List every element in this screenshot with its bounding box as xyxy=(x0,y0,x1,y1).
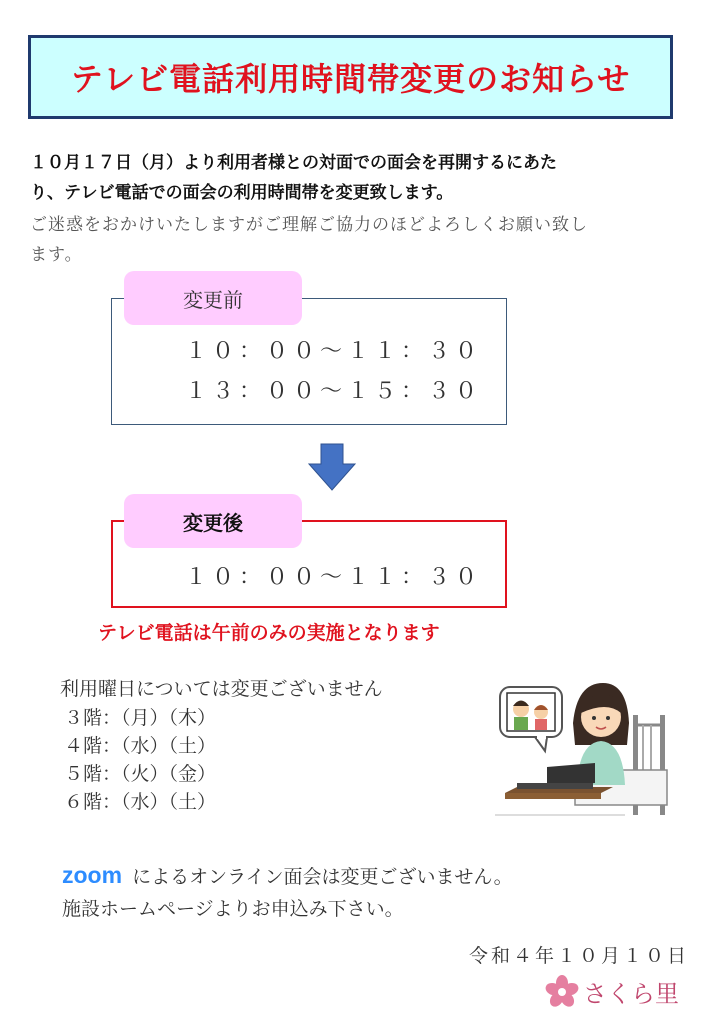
zoom-notice xyxy=(62,862,513,889)
morning-only-note: テレビ電話は午前のみの実施となります xyxy=(98,622,440,644)
intro-apology-paragraph xyxy=(30,210,680,270)
days-title: 利用曜日については変更ございません xyxy=(60,678,383,700)
after-label: 変更後 xyxy=(124,494,302,548)
list-item: ５階：（火）（金） xyxy=(64,763,217,785)
after-time-1: １０：００〜１１：３０ xyxy=(185,565,483,590)
title-banner xyxy=(28,35,673,119)
before-time-2: １３：００〜１５：３０ xyxy=(185,379,483,404)
before-time-1: １０：００〜１１：３０ xyxy=(185,339,483,364)
page-title: テレビ電話利用時間帯変更のお知らせ xyxy=(70,60,631,98)
intro-bold-line-1: １０月１７日（月）より利用者様との対面での面会を再開するにあた xyxy=(30,153,557,173)
zoom-notice-text: によるオンライン面会は変更ございません。 xyxy=(132,866,513,888)
facility-logo-text: さくら里 xyxy=(583,980,679,1008)
issue-date: 令和４年１０月１０日 xyxy=(468,945,689,967)
list-item: ４階：（水）（土） xyxy=(64,735,217,757)
list-item: ３階：（月）（木） xyxy=(64,707,217,729)
intro-normal-line-1: ご迷惑をおかけいたしますがご理解ご協力のほどよろしくお願い致し xyxy=(30,215,588,235)
intro-bold-paragraph xyxy=(30,148,680,208)
video-call-illustration xyxy=(495,675,670,820)
sakura-icon xyxy=(545,975,579,1009)
list-item: ６階：（水）（土） xyxy=(64,791,217,813)
facility-logo xyxy=(545,974,679,1009)
intro-bold-line-2: り、テレビ電話での面会の利用時間帯を変更致します。 xyxy=(30,183,454,203)
before-label: 変更前 xyxy=(124,271,302,325)
down-arrow-icon xyxy=(307,442,357,492)
apply-instruction: 施設ホームページよりお申込み下さい。 xyxy=(62,898,404,920)
intro-normal-line-2: ます。 xyxy=(30,245,83,265)
days-list xyxy=(64,704,216,816)
zoom-logo: zoom xyxy=(62,862,123,888)
